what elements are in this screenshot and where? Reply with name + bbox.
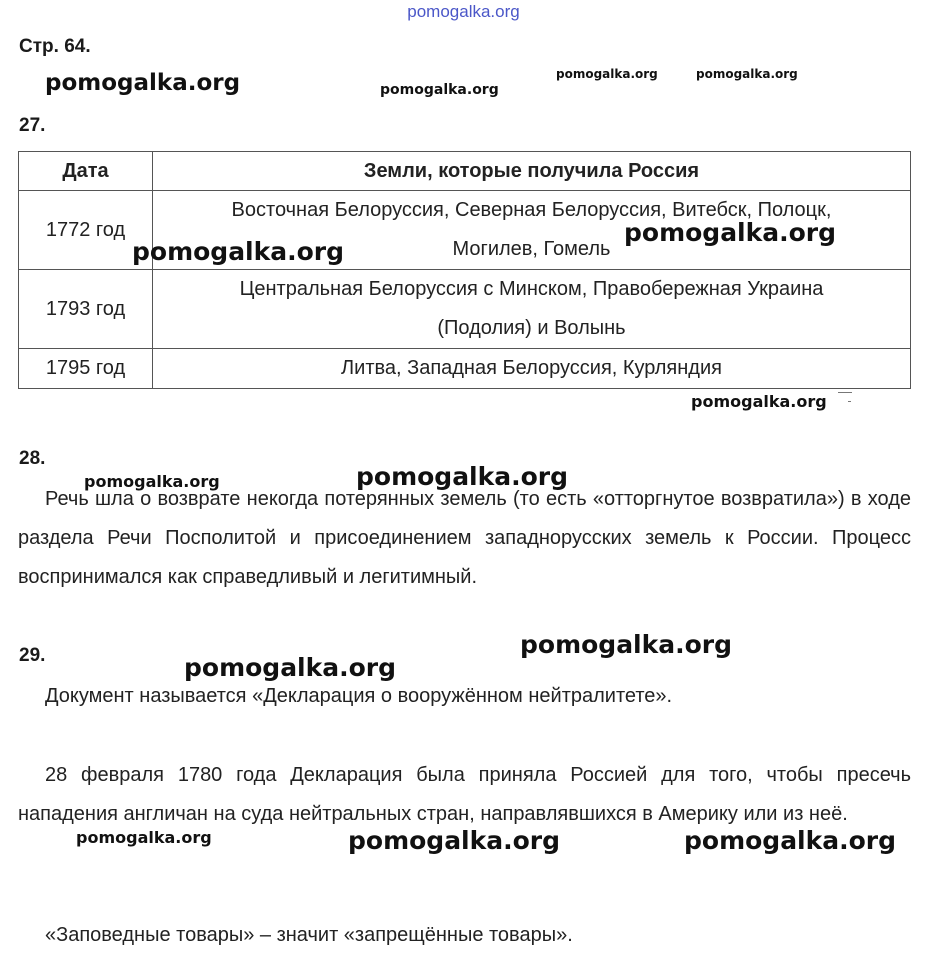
table-row: [19, 349, 911, 389]
watermark: pomogalka.org: [624, 218, 837, 247]
task-28-text: [18, 480, 911, 597]
watermark: pomogalka.org: [691, 392, 827, 411]
lands-line: Центральная Белоруссия с Минском, Правобережная Украина: [239, 278, 824, 300]
task-29-paragraph-2: [18, 756, 911, 834]
watermark: pomogalka.org: [556, 67, 658, 81]
watermark: pomogalka.org: [356, 462, 569, 491]
watermark: pomogalka.org: [184, 653, 397, 682]
table-cell-lands: Литва, Западная Белоруссия, Курляндия: [153, 349, 911, 389]
table-header-date: Дата: [19, 152, 153, 191]
task-28-number: 28.: [19, 448, 46, 469]
task-29-text: 28 февраля 1780 года Декларация была приняла Россией для того, чтобы пресечь нападения англичан на суда нейтральных стран, направлявшихся в Америку или из неё.: [18, 764, 911, 825]
task-29-text: «Заповедные товары» – значит «запрещённые товары».: [45, 924, 573, 946]
table-row: [19, 270, 911, 349]
watermark-top: pomogalka.org: [407, 2, 520, 21]
table-cell-lands: [153, 270, 911, 349]
lands-line: Восточная Белоруссия, Северная Белоруссия, Витебск, Полоцк,: [231, 199, 832, 221]
divider: [848, 401, 851, 402]
task-29-number: 29.: [19, 645, 46, 666]
table-header-row: [19, 152, 911, 191]
watermark: pomogalka.org: [45, 70, 241, 96]
task-29-paragraph-1: [18, 677, 911, 716]
table-cell-date: 1772 год: [19, 191, 153, 270]
watermark: pomogalka.org: [520, 630, 733, 659]
lands-line: Могилев, Гомель: [452, 238, 611, 260]
lands-table: [18, 151, 911, 389]
watermark: pomogalka.org: [76, 828, 212, 847]
watermark: pomogalka.org: [684, 826, 897, 855]
task-27-number: 27.: [19, 115, 46, 136]
divider: [838, 392, 852, 393]
table-cell-date: 1795 год: [19, 349, 153, 389]
table-header-lands: Земли, которые получила Россия: [153, 152, 911, 191]
page-label: Стр. 64.: [19, 36, 91, 57]
watermark: pomogalka.org: [380, 82, 499, 98]
lands-line: (Подолия) и Волынь: [437, 317, 626, 339]
watermark: pomogalka.org: [84, 472, 220, 491]
watermark: pomogalka.org: [348, 826, 561, 855]
task-28-paragraph: Речь шла о возврате некогда потерянных земель (то есть «отторгнутое возвратила») в ходе раздела Речи Посполитой и присоединением западнорусских земель к России. Процесс воспринимался как справедливый и легитимный.: [18, 488, 911, 588]
task-29-text: Документ называется «Декларация о вооружённом нейтралитете».: [45, 685, 673, 707]
task-29-paragraph-3: [18, 916, 911, 955]
table-cell-date: 1793 год: [19, 270, 153, 349]
watermark: pomogalka.org: [132, 237, 345, 266]
watermark: pomogalka.org: [696, 67, 798, 81]
